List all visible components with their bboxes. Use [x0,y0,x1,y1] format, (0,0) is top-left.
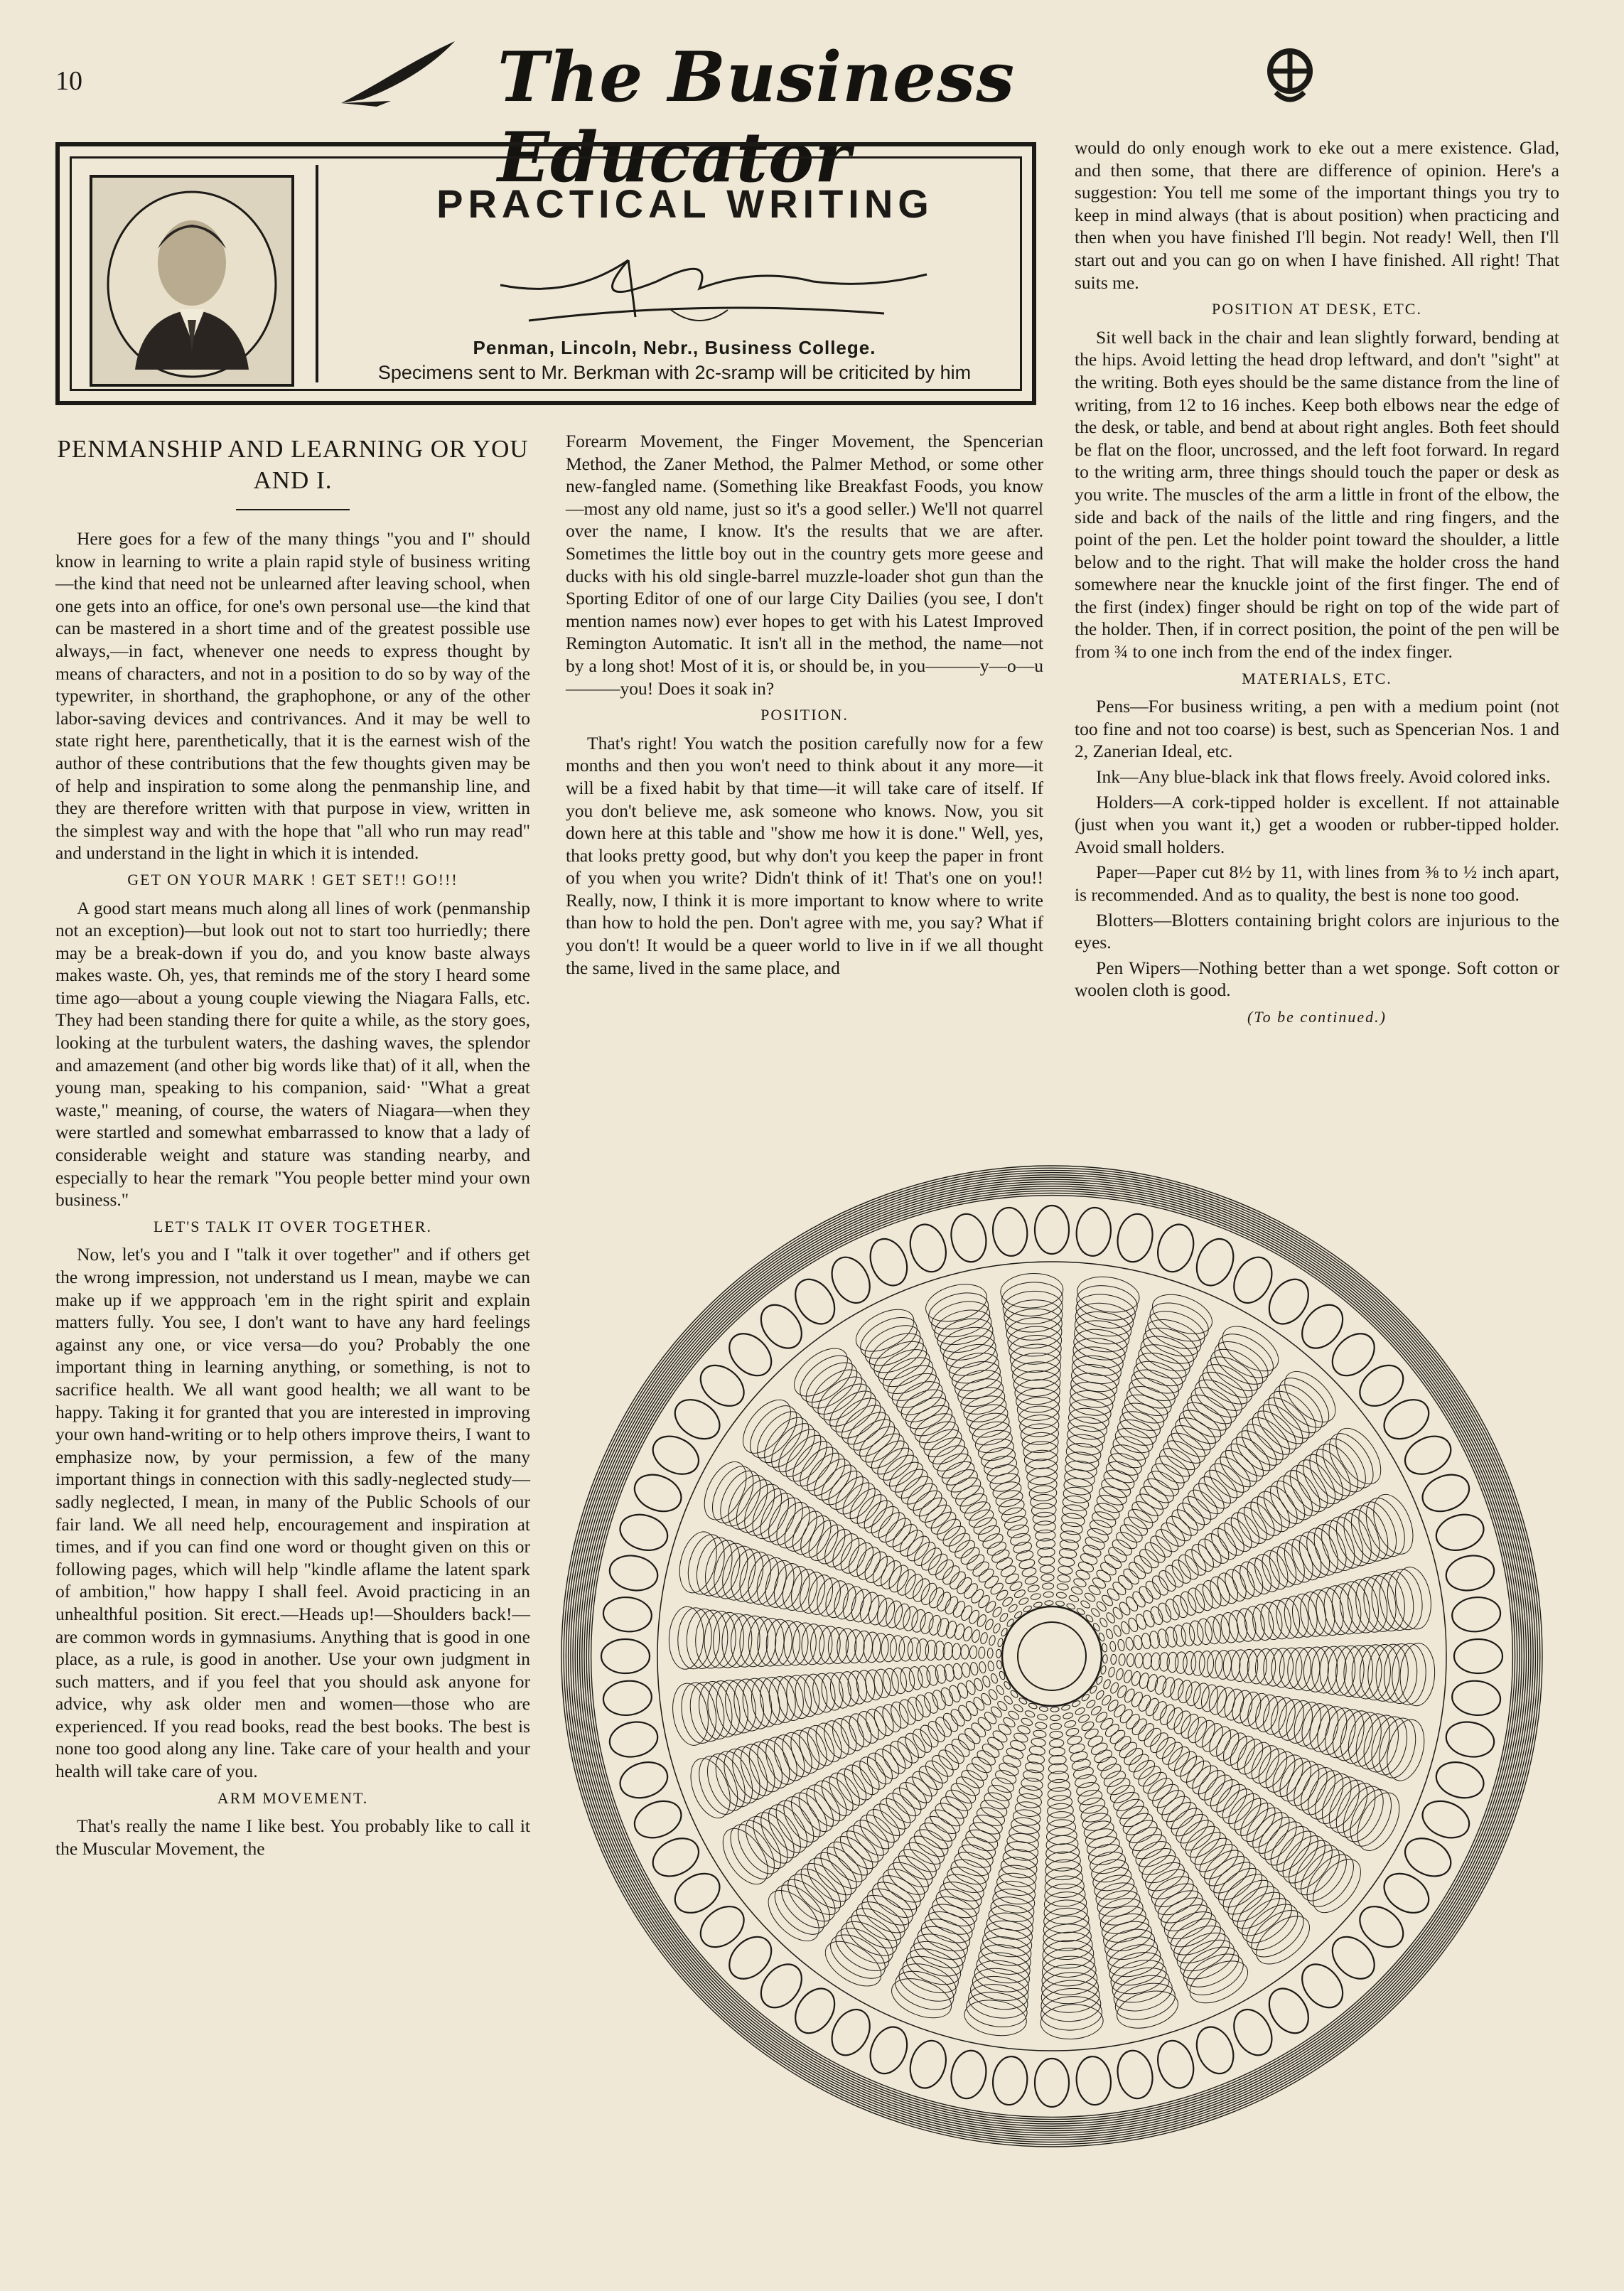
masthead [334,28,1343,198]
subheading: POSITION. [760,706,849,724]
materials-item: Blotters—Blotters containing bright colors are injurious to the eyes. [1075,909,1559,953]
subheading: GET ON YOUR MARK ! GET SET!! GO!!! [127,870,458,889]
page-number: 10 [55,66,82,96]
text-column-3 [1075,136,1559,1034]
materials-item: Pens—For business writing, a pen with a medium point (not too fine and not too coarse) is best, such as Spencerian Nos. 1 and 2, Zanerian Ideal, etc. [1075,696,1559,762]
masthead-title: The Business Educator [498,37,1016,198]
subheading: POSITION AT DESK, ETC. [1211,300,1422,318]
paragraph: Sit well back in the chair and lean slightly forward, bending at the hips. Avoid letting the head drop leftward, and don't "sight" at the writing. Both eyes should be the same distance from the line of writing, from 12 to 16 inches. Keep both elbows near the edge of the desk, or table, and bend at about right angles. Both feet should be flat on the floor, uncrossed, and the left foot forward. In regard to the writing arm, three things should touch the paper or desk as you write. The muscles of the arm a little in front of the elbow, the side and back of the nails of the little and ring fingers, and the point of the pen. Let the holder point toward the shoulder, a little below and to the right. That will make the holder cross the hand somewhere near the knuckle joint of the first finger. The end of the first (index) finger should be right on top of the wide part of the holder. Then, if in correct position, the point of the pen will be from ¾ to one inch from the end of the index finger. [1075,326,1559,662]
paragraph: That's right! You watch the position carefully now for a few months and then you won't need to think about it any more—it will be a fixed habit by that time—it will take care of itself. If you don't believe me, ask someone who knows. Now, you sit down here at this table and "show me how it is done." Well, yes, that looks pretty good, but why don't you keep the paper in front of you when you write? Didn't think of it! That's one on you!! Really, now, I think it is more important to know where to write than how to hold the pen. Don't agree with me, you say? What if you don't! It would be a queer world to live in if we all thought the same, lived in the same place, and [566,732,1043,978]
article-title: PENMANSHIP AND LEARNING OR YOU AND I. [57,435,529,494]
signature [486,232,941,338]
paragraph: Now, let's you and I "talk it over together" and if others get the wrong impression, not understand us I mean, maybe we can make up if we appproach 'em in the right spirit and explain matters fully. You see, I don't want to have any hard feelings against any one, or vice versa—do you? Probably the one important thing in learning anything, or something, is not to sacrifice health. We all want good health; we all want to be happy. Taking it for granted that you are interested in improving your own hand-writing or to help others improve theirs, I want to emphasize now, by your permission, a few of the many important things in connection with this sadly-neglected study—sadly neglected, I mean, in many of the Public Schools of our fair land. We all need help, encouragement and inspiration at times, and if you can find one word or thought given on this or following pages, which will help "kindle aflame the latent spark of ambition," how happy I shall feel. Avoid practicing in an unhealthful position. Sit erect.—Heads up!—Shoulders back!—are common words in gymnasiums. Anything that is good in one place, as a rule, is good in another. Use your own judgment in such matters, and if you feel that you should ask anyone for advice, why ask older men and women—those who are experienced. If you read books, read the best books. The best is none too good along any line. Take care of your health and your health will take care of you. [55,1244,530,1782]
continued-note: (To be continued.) [1247,1007,1387,1026]
paragraph: would do only enough work to eke out a mere existence. Glad, and then some, that there are difference of opinion. Here's a suggestion: You tell me some of the important things you try to keep in mind always (that is about position) when practicing and then when you have finished I'll begin. Not ready! Well, then I'll start out and you can go on when I have finished. All right! That suits me. [1075,137,1559,293]
specimens-note: Specimens sent to Mr. Berkman with 2c-sramp will be criticited by him [377,362,972,383]
paragraph: A good start means much along all lines of work (penmanship not an exception)—but look out not to start too hurriedly; there may be a break-down if you do, and you know baste always makes waste. Oh, yes, that reminds me of the story I heard some time ago—about a young couple viewing the Niagara Falls, etc. They had been standing there for quite a while, as the story goes, looking at the turbulent waters, the dashing waves, the splendor and amazement (and other big words like that) of it all, when the young man, speaking to his companion, said· "What a great waste," meaning, of course, the waters of Niagara—when they were startled and somewhat embarrassed to know that a lady of considerable weight and stature was standing nearby, and especially to hear the remark "You people better mind your own business." [55,897,530,1211]
author-affiliation: Penman, Lincoln, Nebr., Business College. [473,337,876,358]
title-rule [236,509,350,510]
paragraph: That's really the name I like best. You probably like to call it the Muscular Movement, the [55,1815,530,1859]
paragraph: Here goes for a few of the many things "you and I" should know in learning to write a plain rapid style of business writing—the kind that need not be unlearned after leaving school, when one gets into an office, for one's own personal use—the kind that can be mastered in a short time and of the greatest possible use always,—in fact, whenever one needs to express thought by means of characters, and not in a position to do so by way of the typewriter, in shorthand, the graphophone, or any of the other labor-saving devices and contrivances. And it may be well to state right here, parenthetically, that it is the earnest wish of the author of these contributions that the few thoughts given may be of help and inspiration to some along the penmanship line, and they are therefore written with that purpose in view, written in the simplest way and with the hope that "all who run may read" and understand in the light in which it is intended. [55,528,530,864]
ornamental-pen-drill-rosette [540,1152,1564,2161]
header-divider [316,165,318,382]
paragraph: Forearm Movement, the Finger Movement, the Spencerian Method, the Zaner Method, the Palmer Method, or some other new-fangled name. (Something like Breakfast Foods, you know—most any old name, just so it's a good seller.) We'll not quarrel over the name, I know. It's the results that we are after. Sometimes the little boy out in the country gets more geese and ducks with his old single-barrel muzzle-loader shot gun than the Sporting Editor of one of our large City Dailies (you see, I don't mention names now) ever hopes to get with his Latest Improved Remington Automatic. It isn't all in the method, the name—not by a long shot! Most of it is, or should be, in you———y—o—u———you! Does it soak in? [566,431,1043,699]
quill-pen-icon [334,36,462,114]
materials-item: Pen Wipers—Nothing better than a wet sponge. Soft cotton or woolen cloth is good. [1075,957,1559,1001]
article-header-box [55,142,1036,405]
text-column-2 [566,430,1043,982]
subheading: ARM MOVEMENT. [217,1788,369,1807]
section-title: PRACTICAL WRITING [436,181,934,226]
emblem-ornament-icon [1258,43,1322,107]
materials-item: Holders—A cork-tipped holder is excellent. If not attainable (just when you want it,) get a wooden or rubber-tipped holder. Avoid small holders. [1075,791,1559,857]
subheading: MATERIALS, ETC. [1242,669,1392,687]
subheading: LET'S TALK IT OVER TOGETHER. [153,1217,433,1235]
materials-item: Ink—Any blue-black ink that flows freely. Avoid colored inks. [1096,766,1551,788]
text-column-1 [55,434,530,1862]
materials-item: Paper—Paper cut 8½ by 11, with lines from ⅜ to ½ inch apart, is recommended. And as to quality, the best is none too good. [1075,862,1559,905]
author-portrait [90,175,294,387]
